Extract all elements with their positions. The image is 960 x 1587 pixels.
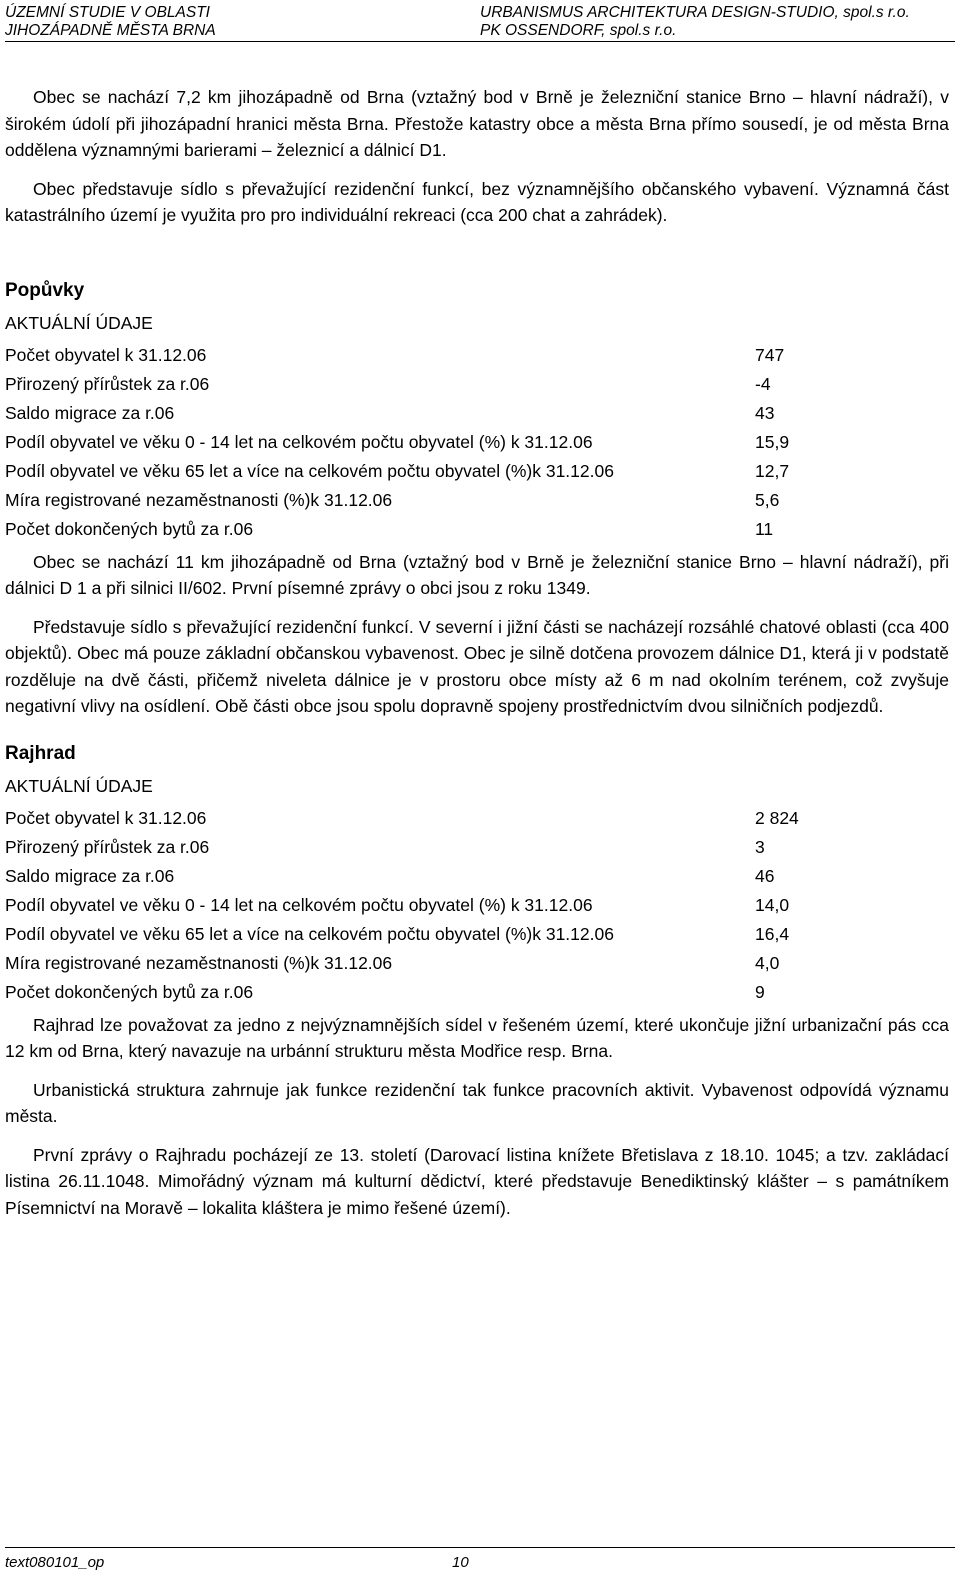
stat-label: Podíl obyvatel ve věku 0 - 14 let na celkovém počtu obyvatel (%) k 31.12.06 <box>5 894 593 915</box>
stat-value: 15,9 <box>755 431 790 452</box>
header-left-line2: JIHOZÁPADNĚ MĚSTA BRNA <box>5 21 216 39</box>
stat-row <box>5 459 949 483</box>
stat-row <box>5 401 949 425</box>
header-divider <box>5 41 955 42</box>
stat-value: 3 <box>755 836 765 857</box>
stat-value: 9 <box>755 981 765 1002</box>
stat-value: 747 <box>755 344 785 365</box>
rajhrad-paragraph-1: Rajhrad lze považovat za jedno z nejvýznamnějších sídel v řešeném území, které ukončuje jižní urbanizační pás cca 12 km od Brna, který navazuje na urbánní strukturu města Modřice resp. Brna. <box>5 1014 949 1061</box>
header-right-line2: PK OSSENDORF, spol.s r.o. <box>480 21 677 39</box>
footer-doc-id: text080101_op <box>5 1554 105 1571</box>
stat-value: -4 <box>755 373 771 394</box>
popuvky-paragraph-2: Představuje sídlo s převažující rezidenční funkcí. V severní i jižní části se nacházejí rozsáhlé chatové oblasti (cca 400 objektů). Obec má pouze základní občanskou vybavenost. Obec je silně dotčena provozem dálnice D1, která ji v podstatě rozděluje na dvě části, přičemž niveleta dálnice je v prostoru obce místy až 6 m nad okolním terénem, což zvyšuje negativní vlivy na osídlení. Obě části obce jsou spolu dopravně spojeny prostřednictvím dvou silničních podjezdů. <box>5 616 949 716</box>
rajhrad-paragraph-3: První zprávy o Rajhradu pocházejí ze 13. století (Darovací listina knížete Břetislava z 18.10. 1045; a tzv. zakládací listina 26.11.1048. Mimořádný význam má kulturní dědictví, které představuje Benediktinský klášter – s památníkem Písemnictví na Moravě – lokalita kláštera je mimo řešené území). <box>5 1144 949 1218</box>
page-number: 10 <box>452 1554 469 1571</box>
stat-label: Přirozený přírůstek za r.06 <box>5 836 210 857</box>
stat-label: Počet obyvatel k 31.12.06 <box>5 807 207 828</box>
stat-label: Podíl obyvatel ve věku 65 let a více na celkovém počtu obyvatel (%)k 31.12.06 <box>5 460 614 481</box>
stat-value: 5,6 <box>755 489 780 510</box>
intro-paragraph-1: Obec se nachází 7,2 km jihozápadně od Brna (vztažný bod v Brně je železniční stanice Brno – hlavní nádraží), v širokém údolí při jihozápadní hranici města Brna. Přestože katastry obce a města Brna přímo sousedí, je od města Brna oddělena významnými barierami – železnicí a dálnicí D1. <box>5 87 949 160</box>
stat-label: Přirozený přírůstek za r.06 <box>5 373 210 394</box>
rajhrad-subtitle: AKTUÁLNÍ ÚDAJE <box>5 775 153 796</box>
section-title-popuvky: Popůvky <box>5 279 85 301</box>
stat-row <box>5 343 949 367</box>
section-title-rajhrad: Rajhrad <box>5 742 76 764</box>
popuvky-paragraph-1: Obec se nachází 11 km jihozápadně od Brna (vztažný bod v Brně je železniční stanice Brno – hlavní nádraží), při dálnici D 1 a při silnici II/602. První písemné zprávy o obci jsou z roku 1349. <box>5 551 949 598</box>
stat-row <box>5 835 949 859</box>
header-left <box>5 4 216 39</box>
stat-row <box>5 893 949 917</box>
stat-row <box>5 980 949 1004</box>
stat-label: Míra registrované nezaměstnanosti (%)k 31.12.06 <box>5 489 393 510</box>
stat-label: Míra registrované nezaměstnanosti (%)k 31.12.06 <box>5 952 393 973</box>
stat-label: Saldo migrace za r.06 <box>5 865 175 886</box>
stat-row <box>5 430 949 454</box>
stat-value: 12,7 <box>755 460 790 481</box>
stat-value: 16,4 <box>755 923 790 944</box>
stat-row <box>5 372 949 396</box>
rajhrad-paragraph-2: Urbanistická struktura zahrnuje jak funkce rezidenční tak funkce pracovních aktivit. Vybavenost odpovídá významu města. <box>5 1079 949 1126</box>
stat-label: Saldo migrace za r.06 <box>5 402 175 423</box>
rajhrad-stats <box>5 806 949 1004</box>
header-left-line1: ÚZEMNÍ STUDIE V OBLASTI <box>5 4 210 21</box>
stat-value: 4,0 <box>755 952 780 973</box>
footer-divider <box>5 1547 955 1548</box>
stat-label: Počet dokončených bytů za r.06 <box>5 518 254 539</box>
stat-label: Počet obyvatel k 31.12.06 <box>5 344 207 365</box>
popuvky-stats <box>5 343 949 541</box>
stat-row <box>5 488 949 512</box>
stat-value: 46 <box>755 865 775 886</box>
header-right-line1: URBANISMUS ARCHITEKTURA DESIGN-STUDIO, spol.s r.o. <box>480 4 910 21</box>
intro-paragraph-2: Obec představuje sídlo s převažující rezidenční funkcí, bez významnějšího občanského vybavení. Významná část katastrálního území je využita pro pro individuální rekreaci (cca 200 chat a zahrádek). <box>5 178 949 225</box>
stat-value: 2 824 <box>755 807 799 828</box>
stat-row <box>5 517 949 541</box>
stat-value: 43 <box>755 402 775 423</box>
stat-value: 14,0 <box>755 894 790 915</box>
stat-label: Počet dokončených bytů za r.06 <box>5 981 254 1002</box>
stat-label: Podíl obyvatel ve věku 65 let a více na celkovém počtu obyvatel (%)k 31.12.06 <box>5 923 614 944</box>
popuvky-subtitle: AKTUÁLNÍ ÚDAJE <box>5 312 153 333</box>
document-body <box>5 84 949 1221</box>
stat-row <box>5 864 949 888</box>
stat-label: Podíl obyvatel ve věku 0 - 14 let na celkovém počtu obyvatel (%) k 31.12.06 <box>5 431 593 452</box>
header-right <box>480 4 910 39</box>
stat-row <box>5 922 949 946</box>
stat-row <box>5 951 949 975</box>
stat-value: 11 <box>755 518 774 539</box>
stat-row <box>5 806 949 830</box>
